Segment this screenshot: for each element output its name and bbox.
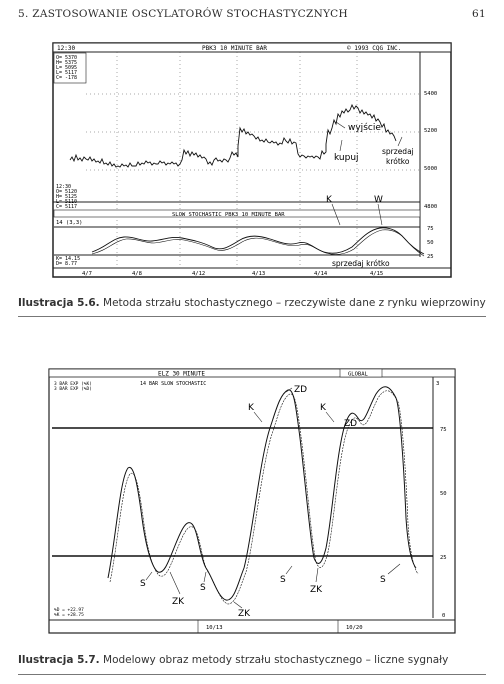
annotation-s3: S xyxy=(280,575,286,585)
caption-rule xyxy=(18,674,486,675)
annotation-zd-top: ZD xyxy=(294,385,308,395)
osc-tick: 25 xyxy=(427,254,434,260)
price-tick: 5000 xyxy=(424,166,438,172)
corner-tick: 3 xyxy=(436,381,440,387)
quote-line: C= -178 xyxy=(56,75,78,81)
caption-5-7 xyxy=(18,654,486,666)
osc-title: SLOW STOCHASTIC PBK3 10 MINUTE BAR xyxy=(172,212,285,218)
figure-5-6-chart xyxy=(52,42,452,278)
annotation-sell-short-osc: sprzedaj krótko xyxy=(332,259,390,268)
osc-tick: 50 xyxy=(427,240,434,246)
osc-value: D= 8.77 xyxy=(56,261,78,267)
page-number: 61 xyxy=(472,8,486,20)
caption-text: Metoda strzału stochastycznego – rzeczywiste dane z rynku wieprzowiny xyxy=(103,297,486,309)
date-label: 4/12 xyxy=(192,271,206,277)
y-tick: 75 xyxy=(440,427,447,433)
date-label: 4/14 xyxy=(314,271,328,277)
y-tick: 0 xyxy=(442,613,446,619)
caption-label: Ilustracja 5.7. xyxy=(18,654,100,666)
annotation-zk-right: ZK xyxy=(310,585,323,595)
lower-quote: O= 5120 xyxy=(56,189,78,195)
quote-line: L= 5095 xyxy=(56,65,78,71)
osc-tick: 75 xyxy=(427,226,434,232)
page-header xyxy=(18,8,486,26)
title-text: PBK3 10 MINUTE BAR xyxy=(202,45,268,52)
caption-label: Ilustracja 5.6. xyxy=(18,297,100,309)
annotation-zk-mid: ZK xyxy=(238,609,251,619)
quote-line: L= 5117 xyxy=(56,70,78,76)
annotation-sell-short-2: krótko xyxy=(386,157,410,166)
caption-text: Modelowy obraz metody strzału stochastycznego – liczne sygnały xyxy=(103,654,449,666)
figure-5-7 xyxy=(48,368,456,634)
price-tick: 4800 xyxy=(424,204,438,210)
running-head: 5. ZASTOSOWANIE OSCYLATORÓW STOCHASTYCZNYCH xyxy=(18,8,348,20)
date-label: 10/20 xyxy=(346,625,363,631)
y-tick: 25 xyxy=(440,555,447,561)
annotation-s1: S xyxy=(140,579,146,589)
annotation-s4: S xyxy=(380,575,386,585)
copyright: © 1993 CQG INC. xyxy=(347,45,402,52)
caption-5-6 xyxy=(18,297,486,309)
lower-quote: H= 5125 xyxy=(56,194,78,200)
date-label: 4/13 xyxy=(252,271,266,277)
quote-line: H= 5375 xyxy=(56,60,78,66)
caption-rule xyxy=(18,316,486,317)
annotation-sell-short-1: sprzedaj xyxy=(382,147,414,156)
osc-params: 14 (3,3) xyxy=(56,220,83,226)
annotation-k: K xyxy=(326,195,332,205)
osc-title: 14 BAR SLOW STOCHASTIC xyxy=(140,381,207,387)
annotation-s2: S xyxy=(200,583,206,593)
title-bar xyxy=(49,369,455,377)
annotation-k-left: K xyxy=(248,403,254,413)
figure-5-6 xyxy=(52,42,452,278)
lower-quote: C= 5117 xyxy=(56,204,78,210)
title-text: ELZ 30 MINUTE xyxy=(158,370,205,378)
y-tick: 50 xyxy=(440,491,447,497)
osc-value: K= 14.15 xyxy=(56,256,81,262)
annotation-exit: wyjście xyxy=(348,123,381,133)
annotation-zk-left: ZK xyxy=(172,597,185,607)
annotation-buy: kupuj xyxy=(334,153,359,163)
quote-line: O= 5370 xyxy=(56,55,78,61)
date-label: 4/7 xyxy=(82,271,92,277)
value-label: %D = +22.97 xyxy=(54,608,84,613)
legend-line: 3 BAR EXP (%D) xyxy=(54,387,92,392)
top-time: 12:30 xyxy=(57,45,76,52)
date-label: 4/8 xyxy=(132,271,142,277)
lower-quote: L= 5110 xyxy=(56,199,78,205)
global-tab-label: GLOBAL xyxy=(348,371,368,378)
annotation-k-right: K xyxy=(320,403,326,413)
lower-quote: 12:30 xyxy=(56,184,72,190)
figure-5-7-chart xyxy=(48,368,456,634)
price-tick: 5200 xyxy=(424,128,438,134)
value-label: %K = +28.75 xyxy=(54,613,84,618)
annotation-zd-mid: ZD xyxy=(344,419,358,429)
date-label: 4/15 xyxy=(370,271,384,277)
date-label: 10/13 xyxy=(206,625,223,631)
annotation-w: W xyxy=(374,195,383,205)
price-tick: 5400 xyxy=(424,91,438,97)
legend-line: 3 BAR EXP (%K) xyxy=(54,382,92,387)
